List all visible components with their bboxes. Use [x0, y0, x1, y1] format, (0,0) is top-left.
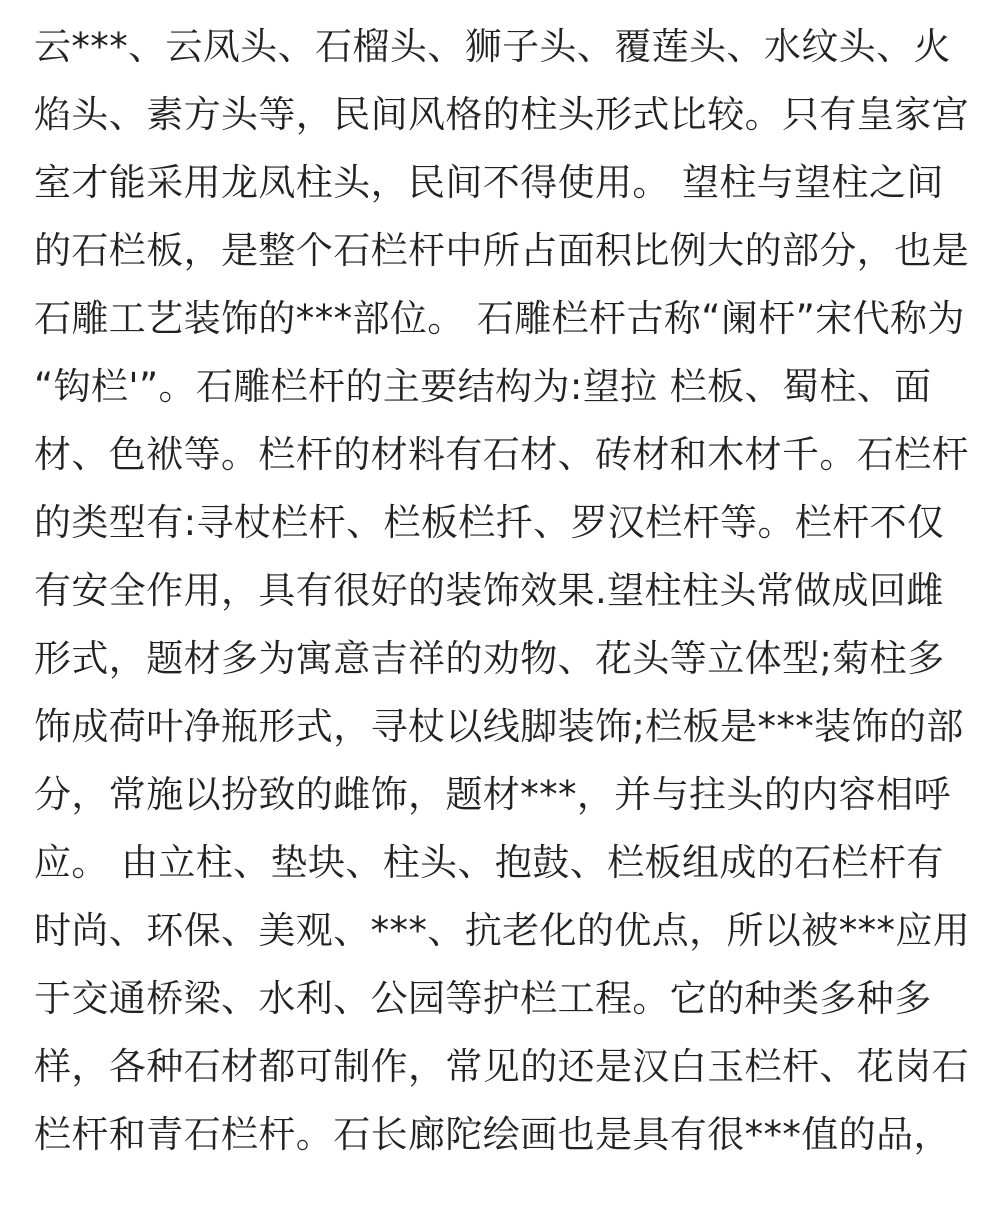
- text-line: 于交通桥梁、水利、公园等护栏工程。它的种类多种多: [34, 977, 932, 1020]
- text-line: 分，常施以扮致的雌饰，题材***，并与拄头的内容相呼: [34, 773, 951, 816]
- text-line: 有安全作用，具有很好的装饰效果.望柱柱头常做成回雌: [34, 569, 944, 612]
- text-line: 时尚、环保、美观、***、抗老化的优点，所以被***应用: [34, 909, 971, 952]
- text-line: 的类型有:寻杖栏杆、栏板栏扦、罗汉栏杆等。栏杆不仅: [34, 501, 945, 544]
- text-line: 应。 由立柱、垫块、柱头、抱鼓、栏板组成的石栏杆有: [34, 841, 944, 884]
- text-line: “钩栏'”。石雕栏杆的主要结构为:望拉 栏板、蜀柱、面: [34, 365, 932, 408]
- text-line: 室才能采用龙凤柱头，民间不得使用。 望柱与望柱之间: [34, 161, 944, 204]
- text-line: 材、色袱等。栏杆的材料有石材、砖材和木材千。石栏杆: [34, 433, 969, 476]
- text-line: 饰成荷叶净瓶形式，寻杖以线脚装饰;栏板是***装饰的部: [34, 705, 964, 748]
- text-line: 栏杆和青石栏杆。石长廊陀绘画也是具有很***值的品，: [34, 1113, 951, 1156]
- text-line: 的石栏板，是整个石栏杆中所占面积比例大的部分，也是: [34, 229, 969, 272]
- text-line: 样，各种石材都可制作，常见的还是汉白玉栏杆、花岗石: [34, 1045, 969, 1088]
- text-line: 形式，题材多为寓意吉祥的劝物、花头等立体型;菊柱多: [34, 637, 945, 680]
- text-line: 云***、云凤头、石榴头、狮子头、覆莲头、水纹头、火: [34, 25, 951, 68]
- text-line: 焰头、素方头等，民间风格的柱头形式比较。只有皇家宫: [34, 93, 969, 136]
- text-line: 石雕工艺装饰的***部位。 石雕栏杆古称“阑杆”宋代称为: [34, 297, 965, 340]
